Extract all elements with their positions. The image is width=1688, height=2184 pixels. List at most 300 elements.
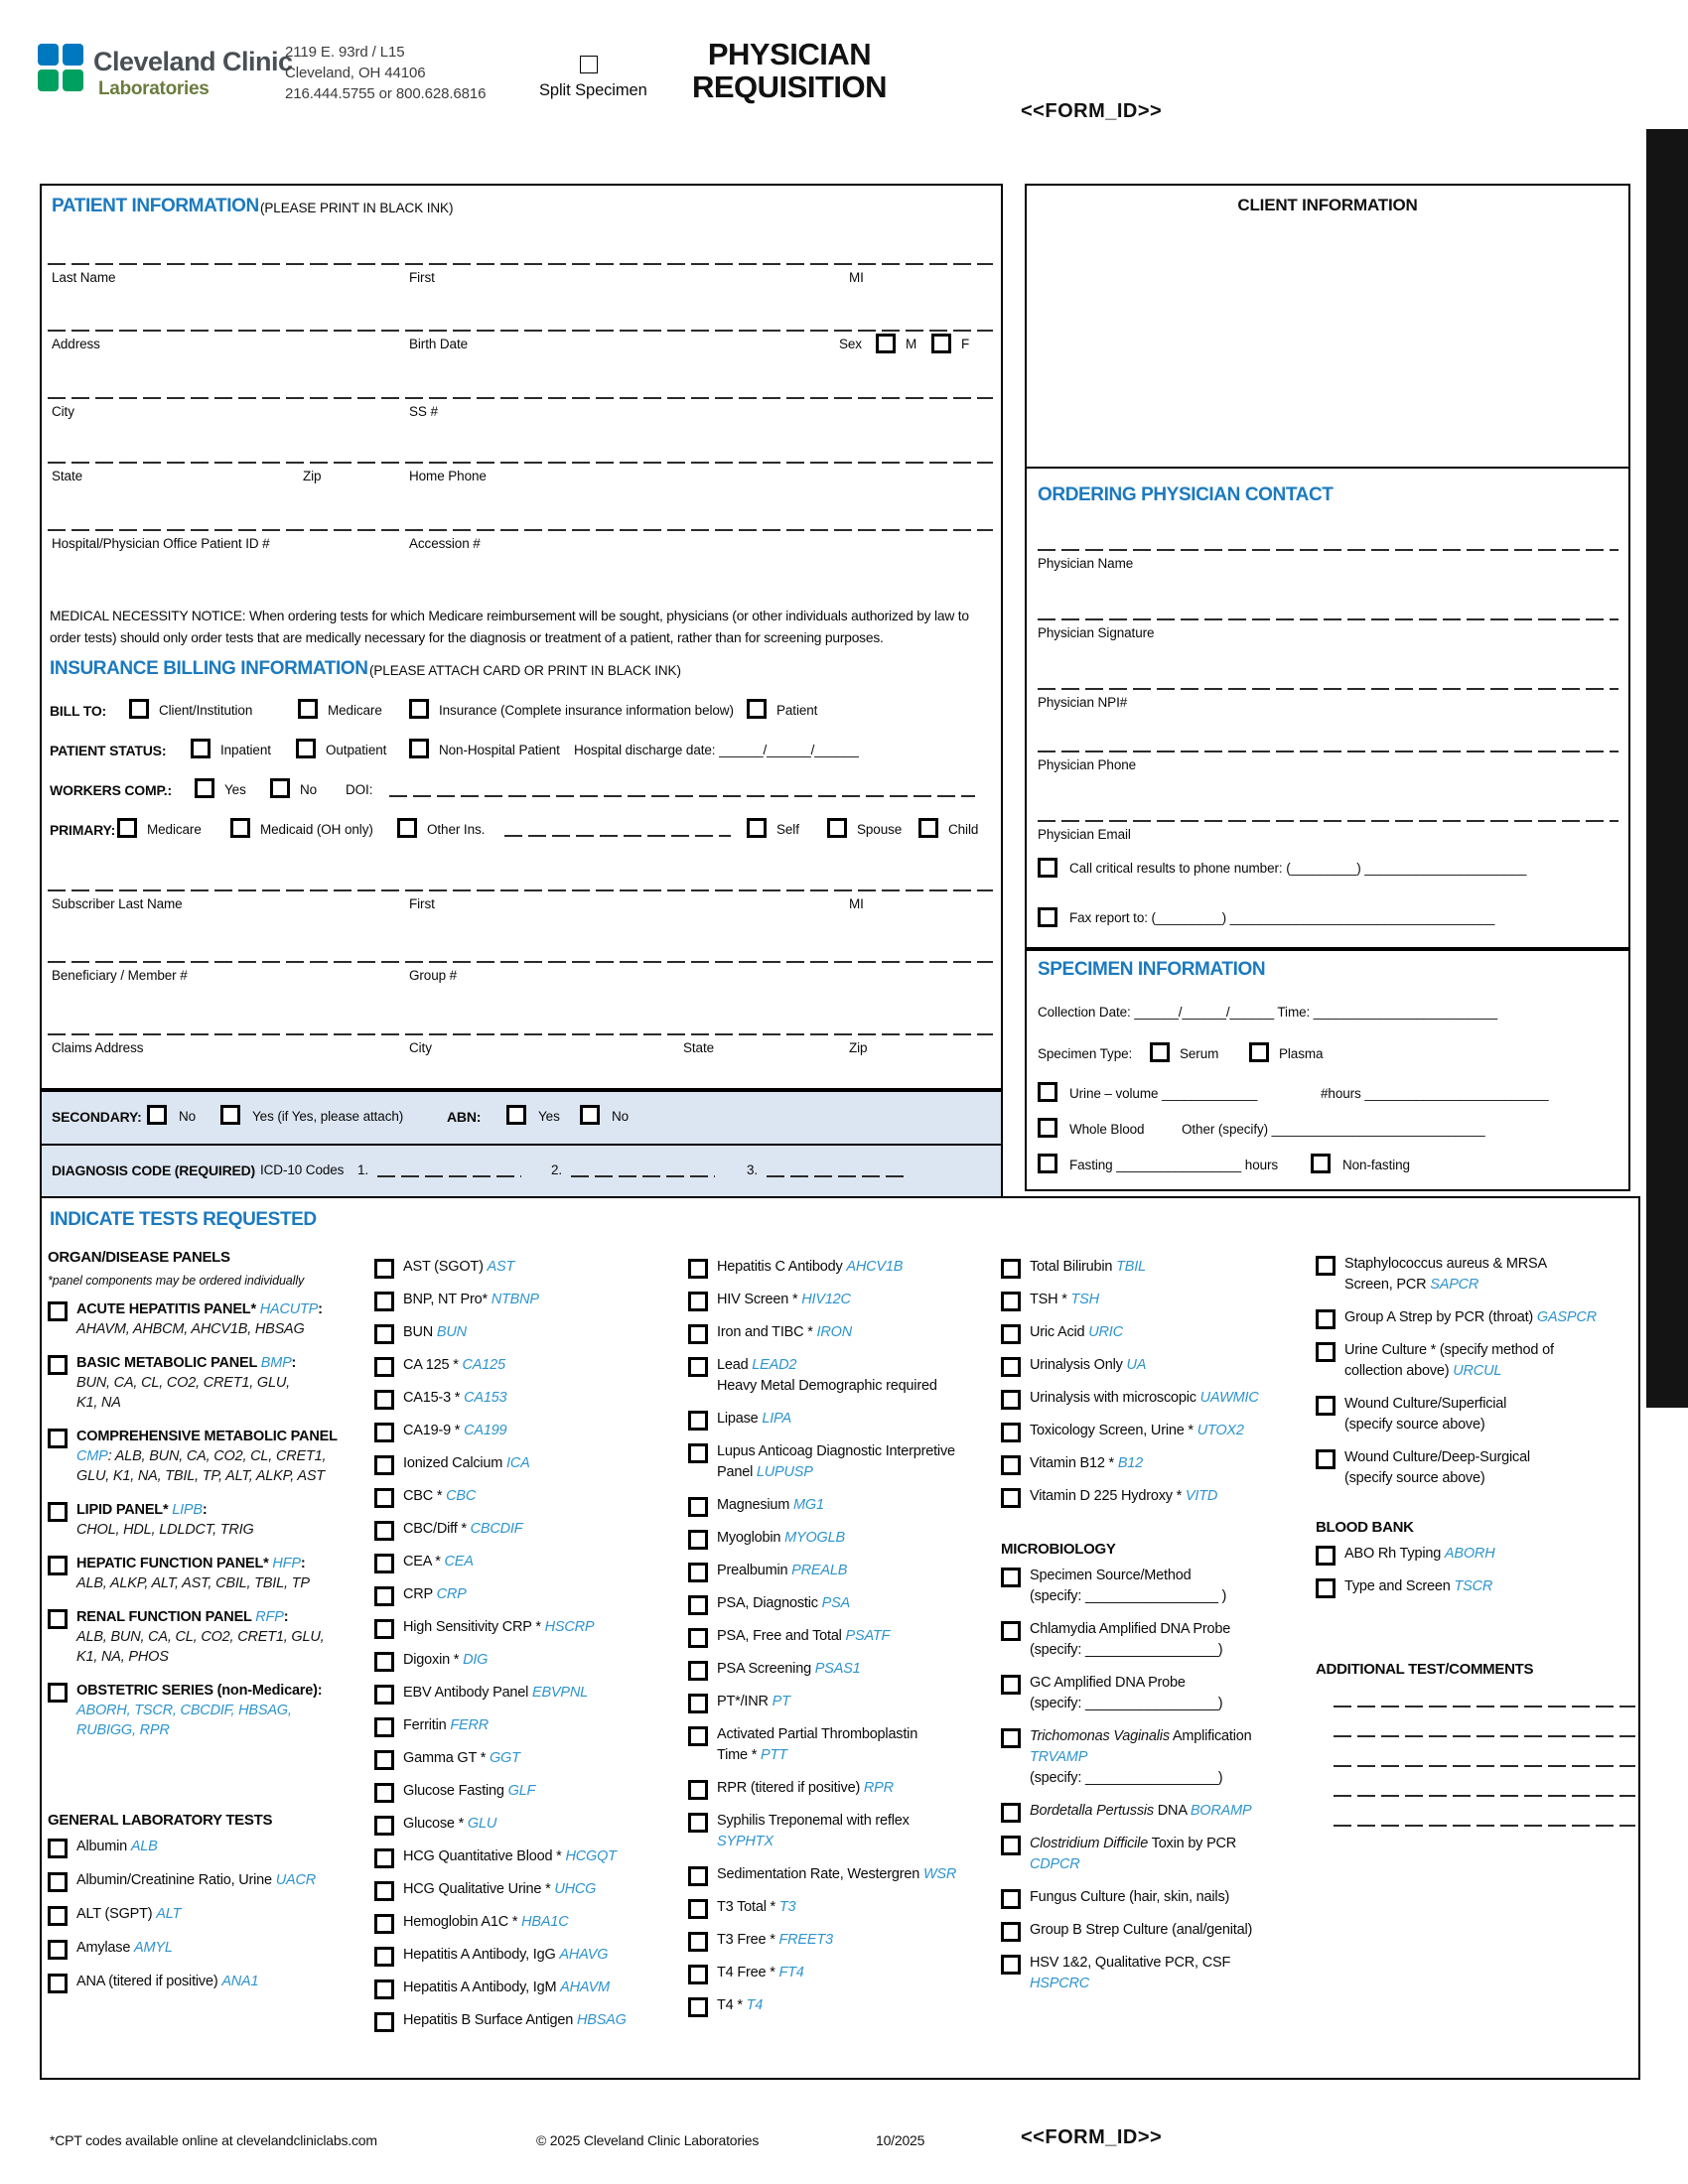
test-label-text: BNP, NT Pro* (403, 1292, 492, 1307)
comment-line[interactable] (1334, 1825, 1635, 1827)
test-label-line (1344, 1544, 1635, 1565)
test-checkbox[interactable] (48, 1301, 68, 1321)
test-label-line (1030, 1854, 1301, 1875)
test-checkbox[interactable] (374, 1455, 394, 1475)
test-label-text: Wound Culture/Superficial (1344, 1396, 1507, 1412)
address-line3: 216.444.5755 or 800.628.6816 (285, 85, 487, 102)
brand-sub-name: Laboratories (98, 78, 210, 99)
test-label-line (403, 1912, 664, 1933)
test-label-text: Hepatitis C Antibody (717, 1259, 847, 1275)
test-code: MYOGLB (784, 1530, 845, 1546)
discharge-date-label[interactable]: Hospital discharge date: ______/______/______ (574, 743, 859, 757)
comment-line[interactable] (1334, 1735, 1635, 1737)
test-label-text: collection above) (1344, 1363, 1454, 1379)
city-label: City (52, 404, 74, 419)
specimen-nonfasting-label: Non-fasting (1342, 1158, 1410, 1172)
column-header: MICROBIOLOGY (1001, 1541, 1116, 1558)
test-label-line (76, 1319, 367, 1339)
test-checkbox[interactable] (1001, 1324, 1021, 1344)
test-label-text: K1, NA (76, 1395, 121, 1411)
test-checkbox[interactable] (688, 1726, 708, 1746)
test-item (48, 1904, 367, 1924)
secondary-yes-checkbox[interactable] (220, 1105, 240, 1125)
test-item (688, 1561, 986, 1581)
test-checkbox[interactable] (1001, 1390, 1021, 1410)
test-checkbox[interactable] (374, 1947, 394, 1967)
specimen-hours-label[interactable]: #hours _________________________ (1321, 1086, 1549, 1101)
test-label-text: PSA, Diagnostic (717, 1595, 822, 1611)
test-checkbox[interactable] (374, 1488, 394, 1508)
test-label-text: Toxicology Screen, Urine * (1030, 1423, 1197, 1438)
test-checkbox[interactable] (688, 1932, 708, 1952)
test-checkbox[interactable] (1001, 1455, 1021, 1475)
test-checkbox[interactable] (374, 1848, 394, 1868)
patient-state-line[interactable] (48, 462, 993, 464)
primary-spouse-checkbox[interactable] (827, 818, 847, 838)
bill-to-insurance-checkbox[interactable] (409, 699, 429, 719)
physician-npi-line[interactable] (1038, 688, 1618, 690)
test-label-text: RPR (titered if positive) (717, 1780, 864, 1796)
wc-yes-checkbox[interactable] (195, 778, 214, 798)
primary-other-checkbox[interactable] (397, 818, 417, 838)
test-checkbox[interactable] (48, 1683, 68, 1703)
test-checkbox[interactable] (48, 1502, 68, 1522)
test-label-text: PSA, Free and Total (717, 1628, 846, 1644)
test-checkbox[interactable] (1316, 1449, 1336, 1469)
test-label (1030, 1453, 1301, 1474)
test-label-line (76, 1393, 367, 1413)
test-label-line (717, 1832, 986, 1852)
test-label (717, 1495, 986, 1516)
test-checkbox[interactable] (1316, 1342, 1336, 1362)
test-label (1030, 1566, 1301, 1607)
physician-npi-label: Physician NPI# (1038, 695, 1128, 710)
split-specimen-checkbox[interactable] (580, 56, 598, 73)
test-item (1316, 1544, 1635, 1565)
test-code: MG1 (792, 1497, 824, 1513)
test-checkbox[interactable] (688, 1357, 708, 1377)
test-label-text: Heavy Metal Demographic required (717, 1378, 937, 1394)
test-checkbox[interactable] (374, 1586, 394, 1606)
test-checkbox[interactable] (1001, 1728, 1021, 1748)
primary-label: PRIMARY: (50, 822, 116, 838)
test-checkbox[interactable] (688, 1259, 708, 1279)
comment-line[interactable] (1334, 1706, 1635, 1707)
test-checkbox[interactable] (374, 1816, 394, 1836)
physician-signature-line[interactable] (1038, 618, 1618, 620)
test-label-text: COMPREHENSIVE METABOLIC PANEL (76, 1429, 338, 1444)
test-checkbox[interactable] (48, 1556, 68, 1575)
test-item (374, 1650, 664, 1671)
test-label-text: Total Bilirubin (1030, 1259, 1117, 1275)
diagnosis-2-line[interactable] (571, 1175, 715, 1177)
fax-report-checkbox[interactable] (1038, 907, 1057, 927)
test-label (403, 1519, 664, 1540)
test-checkbox[interactable] (688, 1443, 708, 1463)
test-code: GASPCR (1536, 1309, 1597, 1325)
test-checkbox[interactable] (48, 1872, 68, 1892)
test-checkbox[interactable] (374, 1783, 394, 1803)
test-label (1344, 1340, 1635, 1382)
abn-no-checkbox[interactable] (580, 1105, 600, 1125)
test-checkbox[interactable] (1001, 1955, 1021, 1975)
test-item (374, 1290, 664, 1310)
test-checkbox[interactable] (374, 1914, 394, 1934)
test-checkbox[interactable] (1001, 1675, 1021, 1695)
subscriber-last-label: Subscriber Last Name (52, 896, 183, 911)
test-checkbox[interactable] (374, 1979, 394, 1999)
test-label-text: Vitamin D 225 Hydroxy * (1030, 1488, 1186, 1504)
bill-to-label: BILL TO: (50, 703, 106, 719)
specimen-plasma-checkbox[interactable] (1249, 1042, 1269, 1062)
bill-to-medicare-checkbox[interactable] (298, 699, 318, 719)
test-code: PT (772, 1694, 790, 1709)
test-code: CBCDIF (470, 1521, 523, 1537)
birth-date-label: Birth Date (409, 337, 469, 351)
page-title-line2: REQUISITION (691, 69, 887, 104)
patient-info-note: (PLEASE PRINT IN BLACK INK) (260, 201, 454, 215)
test-checkbox[interactable] (48, 1355, 68, 1375)
test-code: UHCG (554, 1881, 597, 1897)
test-label-text: CA15-3 * (403, 1390, 465, 1406)
test-checkbox[interactable] (48, 1940, 68, 1960)
test-checkbox[interactable] (688, 1628, 708, 1648)
state-label: State (52, 469, 83, 483)
test-checkbox[interactable] (374, 2012, 394, 2032)
wc-no-checkbox[interactable] (270, 778, 290, 798)
test-item (374, 1257, 664, 1278)
test-label (717, 1930, 986, 1951)
test-label-text: K1, NA, PHOS (76, 1649, 169, 1665)
test-label-text: ANA (titered if positive) (76, 1974, 222, 1989)
specimen-wholeblood-checkbox[interactable] (1038, 1118, 1057, 1138)
test-checkbox[interactable] (688, 1497, 708, 1517)
address-line1: 2119 E. 93rd / L15 (285, 44, 405, 61)
test-label-line (717, 1257, 986, 1278)
patient-city-line[interactable] (48, 397, 993, 399)
test-checkbox[interactable] (688, 1411, 708, 1431)
test-checkbox[interactable] (688, 1694, 708, 1713)
specimen-nonfasting-checkbox[interactable] (1311, 1154, 1331, 1173)
test-checkbox[interactable] (1001, 1922, 1021, 1942)
test-item (1001, 1421, 1301, 1441)
tests-title: INDICATE TESTS REQUESTED (50, 1209, 317, 1230)
test-item (688, 1322, 986, 1343)
test-label-text: Albumin (76, 1839, 131, 1854)
test-checkbox[interactable] (1316, 1578, 1336, 1598)
test-checkbox[interactable] (1001, 1803, 1021, 1823)
test-checkbox[interactable] (688, 1866, 708, 1886)
primary-medicaid-checkbox[interactable] (230, 818, 250, 838)
test-label-text: CEA * (403, 1554, 445, 1570)
test-code: CBC (446, 1488, 477, 1504)
test-item (1001, 1726, 1301, 1789)
test-label (76, 1837, 367, 1856)
test-code: LIPB (172, 1502, 203, 1518)
test-label-line (1030, 1834, 1301, 1854)
test-checkbox[interactable] (1316, 1396, 1336, 1416)
test-checkbox[interactable] (374, 1521, 394, 1541)
claims-address-label: Claims Address (52, 1040, 144, 1055)
test-code: CDPCR (1030, 1856, 1080, 1872)
abn-yes-checkbox[interactable] (506, 1105, 526, 1125)
test-checkbox[interactable] (688, 1899, 708, 1919)
call-critical-checkbox[interactable] (1038, 858, 1057, 878)
specimen-urine-checkbox[interactable] (1038, 1082, 1057, 1102)
test-label-line (403, 1421, 664, 1441)
test-code: CRP (436, 1586, 467, 1602)
test-checkbox[interactable] (374, 1259, 394, 1279)
test-item (374, 1978, 664, 1998)
test-checkbox[interactable] (1001, 1568, 1021, 1587)
diagnosis-1-label: 1. (357, 1162, 369, 1177)
test-checkbox[interactable] (688, 1780, 708, 1800)
test-checkbox[interactable] (1001, 1889, 1021, 1909)
physician-email-line[interactable] (1038, 820, 1618, 822)
test-item (1001, 1322, 1301, 1343)
test-label-line (403, 1978, 664, 1998)
test-label-line (717, 1811, 986, 1832)
sex-male-checkbox[interactable] (876, 334, 896, 353)
test-label (717, 1778, 986, 1799)
physician-name-line[interactable] (1038, 549, 1618, 551)
specimen-type-label: Specimen Type: (1038, 1046, 1133, 1061)
test-item (48, 1972, 367, 1991)
insurance-title: INSURANCE BILLING INFORMATION (50, 658, 368, 679)
test-checkbox[interactable] (688, 1530, 708, 1550)
diagnosis-1-line[interactable] (377, 1175, 521, 1177)
spacer (1316, 1501, 1635, 1519)
test-label-line (1030, 1726, 1301, 1747)
test-label-line (403, 2010, 664, 2031)
test-label-line (1030, 1974, 1301, 1994)
test-label-text: HIV Screen * (717, 1292, 802, 1307)
specimen-urine-label[interactable]: Urine – volume _____________ (1069, 1086, 1258, 1101)
test-code: GLU (467, 1816, 497, 1832)
test-checkbox[interactable] (374, 1390, 394, 1410)
patient-name-line[interactable] (48, 263, 993, 265)
test-label-line (1030, 1747, 1301, 1768)
test-label-text: (specify source above) (1344, 1417, 1485, 1433)
test-checkbox[interactable] (374, 1357, 394, 1377)
beneficiary-line[interactable] (48, 961, 993, 963)
specimen-fasting-label[interactable]: Fasting _________________ hours (1069, 1158, 1279, 1172)
test-item (374, 1748, 664, 1769)
diagnosis-3-line[interactable] (767, 1175, 906, 1177)
patient-id-line[interactable] (48, 529, 993, 531)
test-label-text: HSV 1&2, Qualitative PCR, CSF (1030, 1955, 1231, 1971)
test-checkbox[interactable] (1001, 1259, 1021, 1279)
test-code: ABORH, TSCR, CBCDIF, HBSAG, (76, 1703, 292, 1718)
test-checkbox[interactable] (374, 1685, 394, 1705)
test-item (688, 1409, 986, 1430)
test-checkbox[interactable] (1001, 1423, 1021, 1442)
test-code: T3 (778, 1899, 796, 1915)
primary-medicare-label: Medicare (147, 822, 202, 837)
test-label (1030, 1355, 1301, 1376)
test-item (1001, 1834, 1301, 1875)
test-checkbox[interactable] (1001, 1488, 1021, 1508)
test-checkbox[interactable] (1001, 1836, 1021, 1855)
test-label-line (717, 1745, 986, 1766)
test-label-text: Myoglobin (717, 1530, 785, 1546)
test-checkbox[interactable] (688, 1997, 708, 2017)
test-checkbox[interactable] (688, 1813, 708, 1833)
physician-phone-line[interactable] (1038, 751, 1618, 752)
test-code: VITD (1185, 1488, 1218, 1504)
test-label-text: PT*/INR (717, 1694, 773, 1709)
subscriber-line[interactable] (48, 889, 993, 891)
test-checkbox[interactable] (48, 1429, 68, 1448)
test-label-text: Sedimentation Rate, Westergren (717, 1866, 923, 1882)
test-label-line (717, 1864, 986, 1885)
claims-line[interactable] (48, 1033, 993, 1035)
test-label (1344, 1576, 1635, 1597)
test-label-line (76, 1353, 367, 1373)
wc-no-label: No (300, 782, 318, 797)
test-checkbox[interactable] (48, 1839, 68, 1858)
test-code: HIV12C (801, 1292, 851, 1307)
test-item (688, 1593, 986, 1614)
subscriber-first-label: First (409, 896, 435, 911)
test-label-line (1344, 1307, 1635, 1328)
test-checkbox[interactable] (688, 1292, 708, 1311)
bill-to-patient-checkbox[interactable] (747, 699, 767, 719)
test-checkbox[interactable] (688, 1965, 708, 1984)
test-checkbox[interactable] (1316, 1309, 1336, 1329)
test-label-line (717, 1409, 986, 1430)
test-checkbox[interactable] (374, 1881, 394, 1901)
test-code: TSH (1070, 1292, 1099, 1307)
test-label (403, 1650, 664, 1671)
collection-date-label[interactable]: Collection Date: ______/______/______ Time: _________________________ (1038, 1005, 1498, 1020)
doi-line[interactable] (389, 795, 975, 797)
test-label (76, 1607, 367, 1667)
test-code: PTT (760, 1747, 787, 1763)
specimen-other-label[interactable]: Other (specify) _____________________________ (1182, 1122, 1485, 1137)
icd-label: ICD-10 Codes (260, 1162, 345, 1177)
test-checkbox[interactable] (374, 1717, 394, 1737)
test-label (1344, 1254, 1635, 1296)
specimen-fasting-checkbox[interactable] (1038, 1154, 1057, 1173)
test-checkbox[interactable] (48, 1609, 68, 1629)
specimen-serum-checkbox[interactable] (1150, 1042, 1170, 1062)
test-label-text: Ionized Calcium (403, 1455, 506, 1471)
zip-label: Zip (303, 469, 322, 483)
test-label-line (717, 1692, 986, 1712)
test-code: BUN (436, 1324, 467, 1340)
test-checkbox[interactable] (374, 1652, 394, 1672)
test-checkbox[interactable] (374, 1292, 394, 1311)
test-item (374, 1584, 664, 1605)
test-checkbox[interactable] (1001, 1292, 1021, 1311)
test-item (374, 1355, 664, 1376)
test-item (1001, 1619, 1301, 1661)
test-label (403, 1715, 664, 1736)
test-label-line (403, 1945, 664, 1966)
test-label-line (717, 1724, 986, 1745)
test-label (403, 1388, 664, 1409)
test-label-line (76, 1904, 367, 1924)
patient-address-line[interactable] (48, 330, 993, 332)
status-nonhospital-checkbox[interactable] (409, 739, 429, 758)
test-label-text: (specify: _________________ ) (1030, 1588, 1227, 1604)
physician-signature-label: Physician Signature (1038, 625, 1155, 640)
test-checkbox[interactable] (374, 1619, 394, 1639)
primary-child-checkbox[interactable] (918, 818, 938, 838)
test-label-text: Urinalysis with microscopic (1030, 1390, 1200, 1406)
test-label (76, 1299, 367, 1339)
primary-other-line[interactable] (504, 835, 731, 837)
test-label-line (403, 1715, 664, 1736)
test-label-line (403, 1552, 664, 1572)
comment-line[interactable] (1334, 1795, 1635, 1797)
test-checkbox[interactable] (48, 1974, 68, 1993)
test-item (1316, 1576, 1635, 1597)
test-checkbox[interactable] (688, 1324, 708, 1344)
test-code: RFP (255, 1609, 284, 1625)
test-checkbox[interactable] (374, 1423, 394, 1442)
test-label-line (717, 1376, 986, 1397)
test-checkbox[interactable] (374, 1750, 394, 1770)
test-label (717, 1692, 986, 1712)
bill-to-client-label: Client/Institution (159, 703, 253, 718)
test-checkbox[interactable] (1001, 1357, 1021, 1377)
primary-medicare-checkbox[interactable] (117, 818, 137, 838)
test-label-text: GLU, K1, NA, TBIL, TP, ALT, ALKP, AST (76, 1468, 325, 1484)
test-item (688, 1724, 986, 1766)
test-code: CA199 (464, 1423, 507, 1438)
test-label-text: GC Amplified DNA Probe (1030, 1675, 1186, 1691)
test-checkbox[interactable] (374, 1324, 394, 1344)
test-label-line (76, 1647, 367, 1667)
physician-phone-label: Physician Phone (1038, 757, 1137, 772)
test-label (1344, 1447, 1635, 1489)
test-label-line (403, 1879, 664, 1900)
status-outpatient-checkbox[interactable] (296, 739, 316, 758)
test-checkbox[interactable] (688, 1595, 708, 1615)
secondary-no-checkbox[interactable] (147, 1105, 167, 1125)
secondary-no-label: No (179, 1109, 197, 1124)
client-info-title: CLIENT INFORMATION (1237, 196, 1418, 214)
test-checkbox[interactable] (688, 1563, 708, 1582)
page-title-line1: PHYSICIAN (707, 37, 872, 71)
test-label-line (76, 1466, 367, 1486)
test-label-line (1344, 1340, 1635, 1361)
primary-self-checkbox[interactable] (747, 818, 767, 838)
test-code: UACR (275, 1872, 317, 1888)
first-name-label: First (409, 270, 435, 285)
status-inpatient-checkbox[interactable] (191, 739, 211, 758)
test-checkbox[interactable] (374, 1554, 394, 1573)
test-checkbox[interactable] (48, 1906, 68, 1926)
bill-to-client-checkbox[interactable] (129, 699, 149, 719)
test-code: ABORH (1444, 1546, 1495, 1562)
test-label-text: (specify source above) (1344, 1470, 1485, 1486)
bill-to-medicare-label: Medicare (328, 703, 382, 718)
specimen-info-title: SPECIMEN INFORMATION (1038, 959, 1266, 980)
comment-line[interactable] (1334, 1765, 1635, 1767)
sex-female-checkbox[interactable] (931, 334, 951, 353)
test-checkbox[interactable] (688, 1661, 708, 1681)
test-checkbox[interactable] (1316, 1546, 1336, 1566)
subscriber-mi-label: MI (849, 896, 864, 911)
test-checkbox[interactable] (1316, 1256, 1336, 1276)
test-label-line (1030, 1619, 1301, 1640)
spacer (1316, 1609, 1635, 1661)
test-label-text: Hemoglobin A1C * (403, 1914, 522, 1930)
test-checkbox[interactable] (1001, 1621, 1021, 1641)
